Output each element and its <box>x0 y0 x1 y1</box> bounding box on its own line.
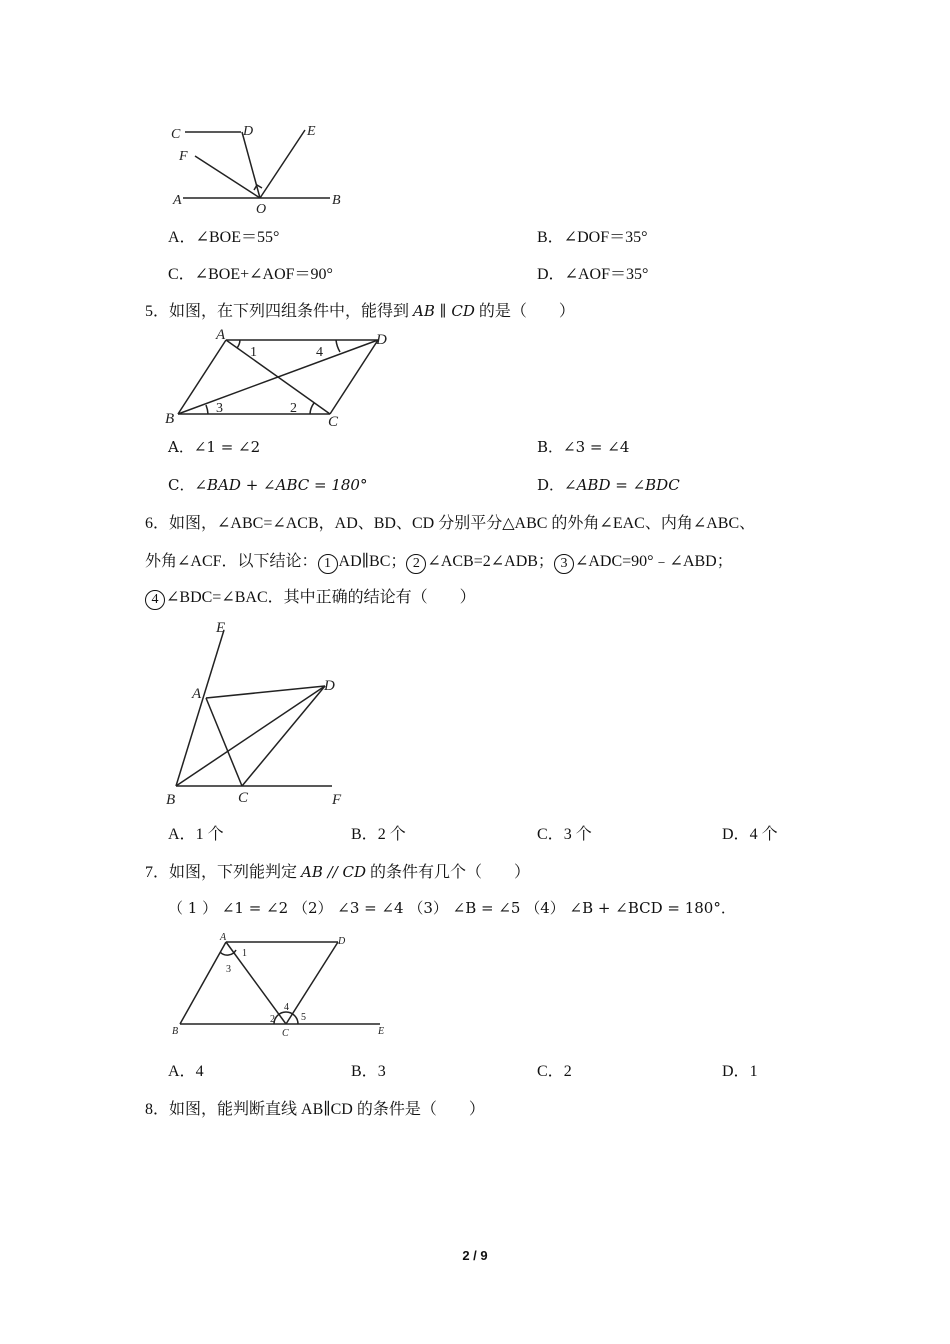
q6-option-b[interactable]: B．2 个 <box>351 826 406 843</box>
q6-circle-1: 1 <box>318 554 338 574</box>
q4-label-o: O <box>256 202 267 214</box>
q8-stem: 8．如图，能判断直线 AB∥CD 的条件是（ ） <box>145 1101 485 1118</box>
q7-option-b[interactable]: B．3 <box>351 1063 386 1080</box>
q7-label-c: C <box>282 1028 289 1039</box>
q6-stem-line3: 4 ∠BDC=∠BAC．其中正确的结论有（ ） <box>145 584 476 610</box>
q6-label-f: F <box>332 792 342 808</box>
q6-label-e: E <box>216 620 226 636</box>
q7-option-a[interactable]: A．4 <box>168 1063 204 1080</box>
q4-label-c: C <box>171 127 181 142</box>
q6-stem-line1: 6．如图，∠ABC=∠ACB，AD、BD、CD 分别平分△ABC 的外角∠EAC、内角∠ABC、 <box>145 515 756 532</box>
q4-label-d: D <box>243 124 254 139</box>
q7-label-a: A <box>220 932 227 943</box>
q4-option-b[interactable]: B．∠DOF＝35° <box>537 229 648 246</box>
q7-stem: 7．如图，下列能判定 AB // CD 的条件有几个（ ） <box>145 863 531 881</box>
q6-circle-4: 4 <box>145 590 165 610</box>
q6-figure <box>160 618 360 810</box>
q7-angle-4: 4 <box>284 1002 289 1013</box>
q5-angle-4: 4 <box>316 345 323 360</box>
q6-label-b: B <box>166 792 176 808</box>
q4-option-d[interactable]: D．∠AOF＝35° <box>537 266 649 283</box>
q4-label-a: A <box>173 193 182 208</box>
q5-angle-2: 2 <box>290 401 297 416</box>
q6-label-a: A <box>192 686 202 702</box>
q5-option-b[interactable]: B．∠3 = ∠4 <box>537 438 630 456</box>
q6-circle-2: 2 <box>406 554 426 574</box>
q6-option-d[interactable]: D．4 个 <box>722 826 778 843</box>
q4-option-c[interactable]: C．∠BOE+∠AOF＝90° <box>168 266 333 283</box>
q5-label-b: B <box>165 411 175 427</box>
q7-angle-2: 2 <box>270 1014 275 1025</box>
q4-option-a[interactable]: A．∠BOE＝55° <box>168 229 280 246</box>
q7-option-c[interactable]: C．2 <box>537 1063 572 1080</box>
q5-label-d: D <box>376 332 387 348</box>
q6-label-d: D <box>324 678 335 694</box>
q4-figure <box>165 118 355 214</box>
q7-label-e: E <box>378 1026 385 1037</box>
q4-label-b: B <box>332 193 341 208</box>
q7-angle-5: 5 <box>301 1012 306 1023</box>
q5-label-a: A <box>216 327 226 343</box>
q4-label-e: E <box>307 124 316 139</box>
q7-label-b: B <box>172 1026 179 1037</box>
q6-option-c[interactable]: C．3 个 <box>537 826 592 843</box>
q7-conditions: （ 1 ） ∠1 = ∠2 （2） ∠3 = ∠4 （3） ∠B = ∠5 （4） ∠B + ∠BCD = 180°． <box>168 899 736 917</box>
page-number: 2 / 9 <box>462 1248 488 1263</box>
q6-label-c: C <box>238 790 249 806</box>
q5-stem: 5．如图，在下列四组条件中，能得到 AB ∥ CD 的是（ ） <box>145 302 575 320</box>
q5-option-c[interactable]: C．∠BAD + ∠ABC = 180° <box>168 476 368 494</box>
q7-figure <box>168 930 393 1042</box>
q7-angle-3: 3 <box>226 964 231 975</box>
q5-figure <box>160 326 400 430</box>
q5-angle-1: 1 <box>250 345 257 360</box>
q4-label-f: F <box>179 149 188 164</box>
q6-option-a[interactable]: A．1 个 <box>168 826 224 843</box>
q6-stem-line2: 外角∠ACF．以下结论： 1 AD∥BC； 2 ∠ACB=2∠ADB； 3 ∠ADC=90°﹣∠ABD； <box>145 548 733 574</box>
q6-circle-3: 3 <box>554 554 574 574</box>
q5-label-c: C <box>328 414 339 430</box>
q7-stem-math: AB // CD <box>301 863 367 881</box>
q7-label-d: D <box>338 936 346 947</box>
q5-stem-math: AB ∥ CD <box>413 302 475 320</box>
q5-option-d[interactable]: D．∠ABD = ∠BDC <box>537 476 680 494</box>
q7-angle-1: 1 <box>242 948 247 959</box>
q5-angle-3: 3 <box>216 401 223 416</box>
q5-option-a[interactable]: A．∠1 = ∠2 <box>168 438 261 456</box>
q7-option-d[interactable]: D．1 <box>722 1063 758 1080</box>
